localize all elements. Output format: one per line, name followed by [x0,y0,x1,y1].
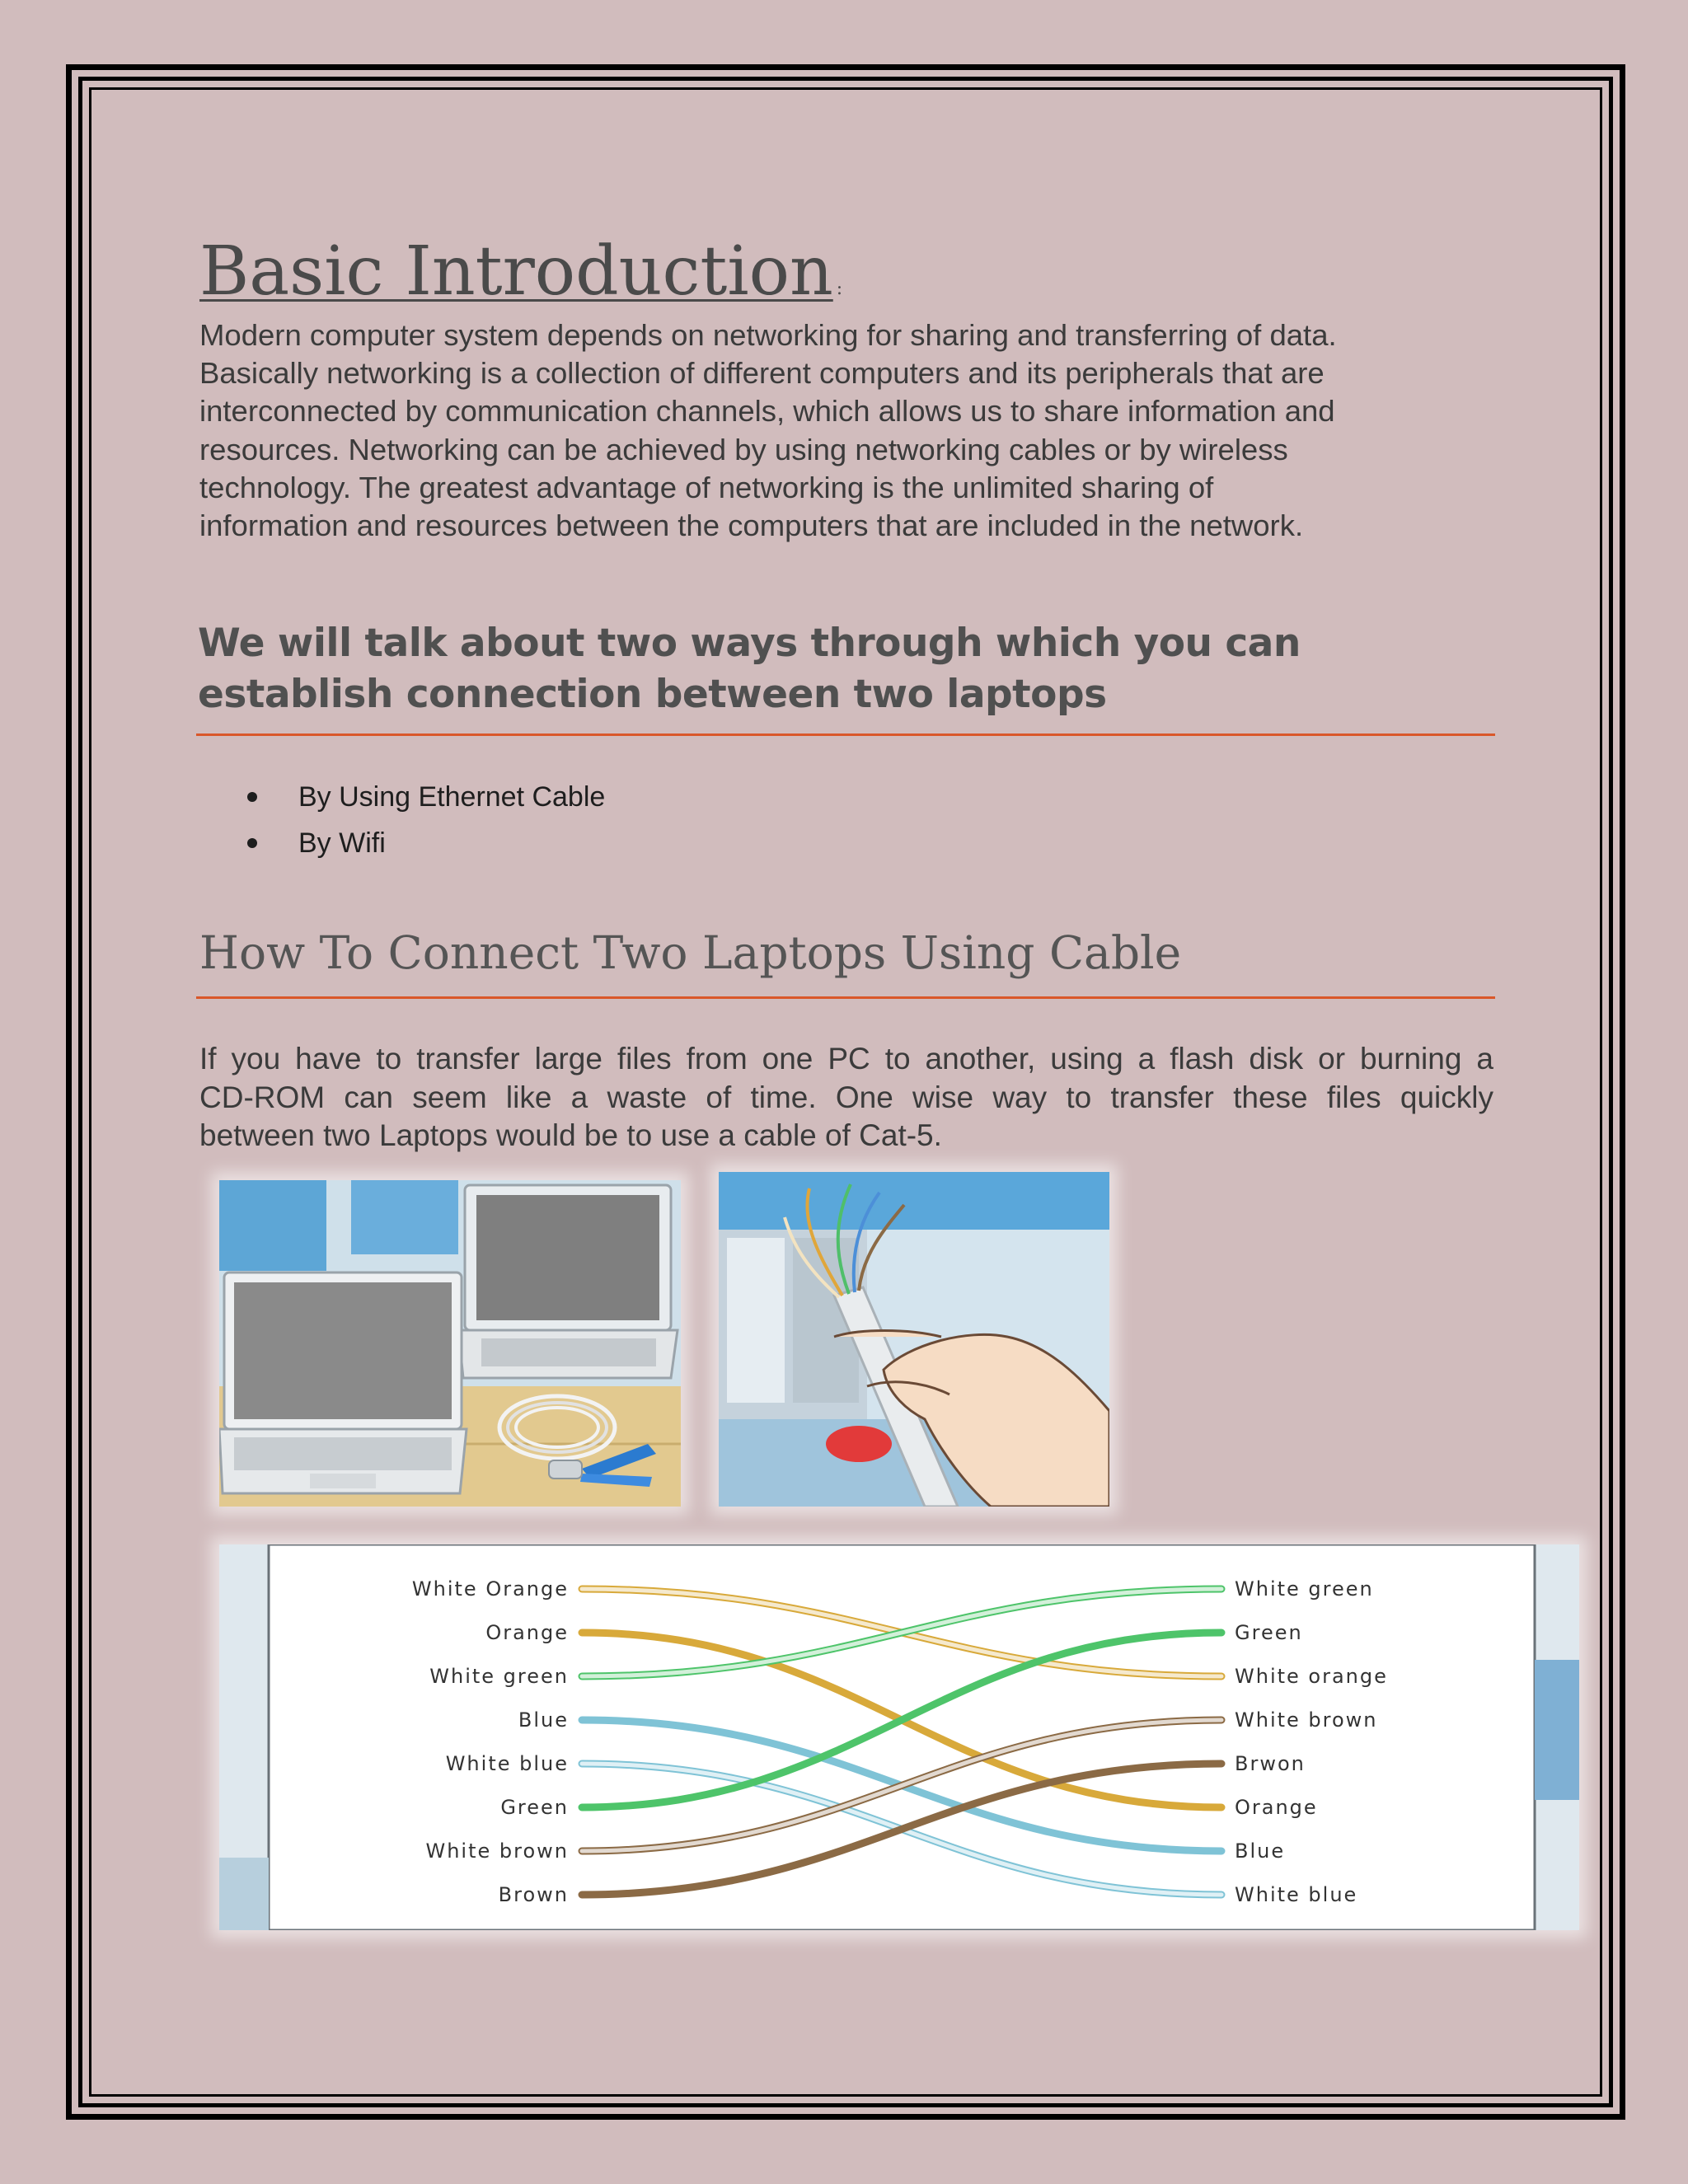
heading-rule [196,733,1495,736]
right-wire-label: White blue [1235,1883,1358,1906]
intro-paragraph [199,316,1502,545]
laptops-illustration [219,1180,681,1507]
intro-line: information and resources between the computers that are included in the network. [199,509,1304,543]
intro-line: technology. The greatest advantage of networking is the unlimited sharing of [199,470,1214,504]
para-line: If you have to transfer large files from one PC to another, using a flash disk or burning a [199,1042,1493,1076]
intro-line: interconnected by communication channels, which allows us to share information and [199,394,1335,429]
right-wire-label: Brwon [1235,1752,1306,1775]
intro-line: Basically networking is a collection of different computers and its peripherals that are [199,356,1325,391]
right-wire-label: White orange [1235,1665,1388,1688]
para-line: between two Laptops would be to use a cable of Cat-5. [199,1118,942,1152]
right-wire-label: Green [1235,1621,1303,1644]
left-wire-label: White green [429,1665,569,1688]
bullet-item-wifi: By Wifi [247,823,605,869]
right-wire-label: Orange [1235,1796,1318,1819]
left-wire-label: Blue [518,1708,569,1732]
crossover-wiring-diagram [219,1544,1579,1930]
left-wire-label: Orange [485,1621,569,1644]
heading-rule [196,996,1495,999]
para-line: CD-ROM can seem like a waste of time. One wise way to transfer these files quickly [199,1080,1493,1114]
left-wire-label: White brown [425,1840,569,1863]
intro-line: resources. Networking can be achieved by using networking cables or by wireless [199,432,1288,466]
cable-paragraph [199,1040,1493,1155]
bullet-item-ethernet: By Using Ethernet Cable [247,776,605,823]
section-heading-cable: How To Connect Two Laptops Using Cable [199,926,1182,979]
left-wire-label: White blue [445,1752,569,1775]
section-heading-ways: We will talk about two ways through which you can establish connection between two laptops [198,621,1301,717]
right-wire-label: White brown [1235,1708,1378,1732]
right-wire-label: White green [1235,1577,1374,1601]
left-wire-label: Green [500,1796,569,1819]
page-title: Basic Introduction : [199,232,843,311]
left-wire-label: Brown [498,1883,569,1906]
intro-line: Modern computer system depends on networking for sharing and transferring of data. [199,318,1337,352]
left-wire-label: White Orange [411,1577,569,1601]
right-wire-label: Blue [1235,1840,1286,1863]
stripped-cable-illustration [719,1172,1109,1507]
bullet-list [247,776,605,869]
title-colon: : [836,279,843,299]
